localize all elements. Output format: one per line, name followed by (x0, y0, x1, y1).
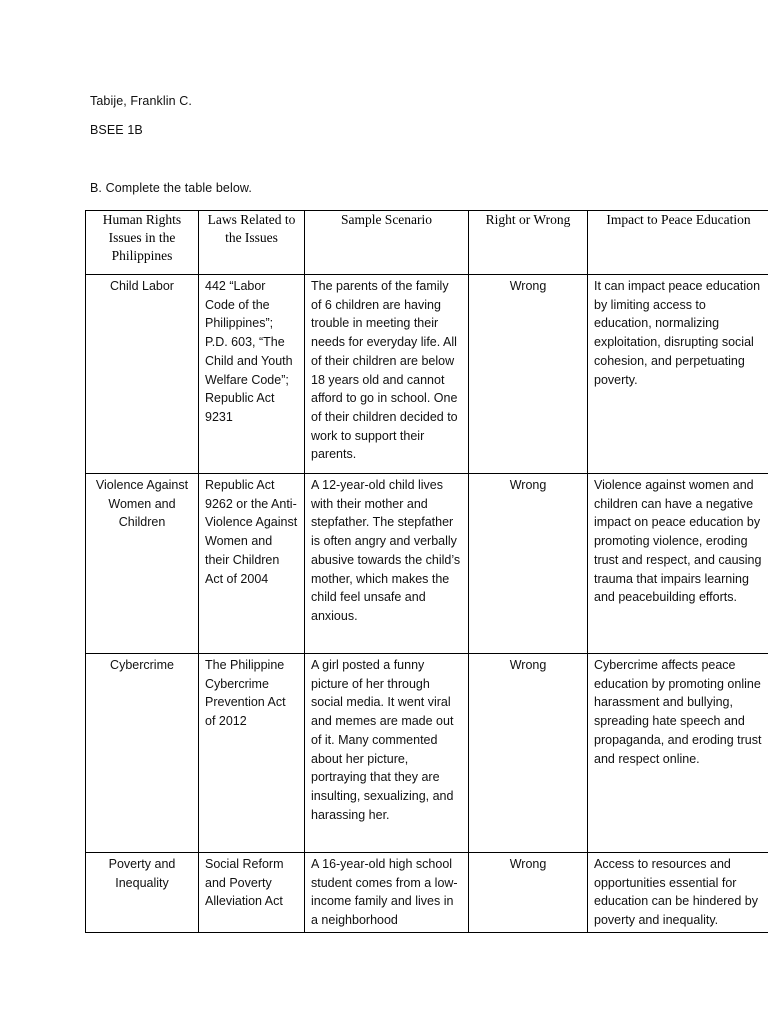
human-rights-table (85, 210, 768, 933)
scenario-cell: A 16-year-old high school student comes from a low-income family and lives in a neighborhood (305, 853, 469, 933)
law-cell: The Philippine Cybercrime Prevention Act of 2012 (199, 654, 305, 853)
verdict-cell: Wrong (469, 275, 588, 474)
table-row (86, 275, 768, 474)
scenario-cell: The parents of the family of 6 children are having trouble in meeting their needs for everyday life. All of their children are below 18 years old and cannot afford to go in school. One of their children decided to work to support their parents. (305, 275, 469, 474)
impact-cell: Violence against women and children can have a negative impact on peace education by promoting violence, eroding trust and respect, and causing trauma that impairs learning and peacebuilding efforts. (588, 474, 768, 654)
verdict-cell: Wrong (469, 474, 588, 654)
impact-cell: Access to resources and opportunities essential for education can be hindered by poverty and inequality. (588, 853, 768, 933)
law-cell: Republic Act 9262 or the Anti-Violence Against Women and their Children Act of 2004 (199, 474, 305, 654)
scenario-cell: A 12-year-old child lives with their mother and stepfather. The stepfather is often angry and verbally abusive towards the child’s mother, which makes the child feel unsafe and anxious. (305, 474, 469, 654)
issue-cell: Child Labor (86, 275, 199, 474)
header-impact: Impact to Peace Education (588, 211, 768, 275)
table-header-row (86, 211, 768, 275)
verdict-cell: Wrong (469, 853, 588, 933)
impact-cell: Cybercrime affects peace education by promoting online harassment and bullying, spreading hate speech and propaganda, and eroding trust and respect online. (588, 654, 768, 853)
instruction-text: B. Complete the table below. (90, 181, 252, 195)
header-verdict: Right or Wrong (469, 211, 588, 275)
verdict-cell: Wrong (469, 654, 588, 853)
impact-cell: It can impact peace education by limiting access to education, normalizing exploitation, disrupting social cohesion, and perpetuating poverty. (588, 275, 768, 474)
issue-cell: Cybercrime (86, 654, 199, 853)
header-issue: Human Rights Issues in the Philippines (86, 211, 199, 275)
table-row (86, 853, 768, 933)
table-row (86, 654, 768, 853)
issue-cell: Poverty and Inequality (86, 853, 199, 933)
scenario-cell: A girl posted a funny picture of her through social media. It went viral and memes are made out of it. Many commented about her picture, portraying that they are insulting, sexualizing, and harassing her. (305, 654, 469, 853)
header-laws: Laws Related to the Issues (199, 211, 305, 275)
issue-cell: Violence Against Women and Children (86, 474, 199, 654)
student-name: Tabije, Franklin C. (90, 94, 192, 108)
table-row (86, 474, 768, 654)
header-scenario: Sample Scenario (305, 211, 469, 275)
course-section: BSEE 1B (90, 123, 143, 137)
law-cell: 442 “Labor Code of the Philippines”; P.D. 603, “The Child and Youth Welfare Code”; Republic Act 9231 (199, 275, 305, 474)
law-cell: Social Reform and Poverty Alleviation Act (199, 853, 305, 933)
